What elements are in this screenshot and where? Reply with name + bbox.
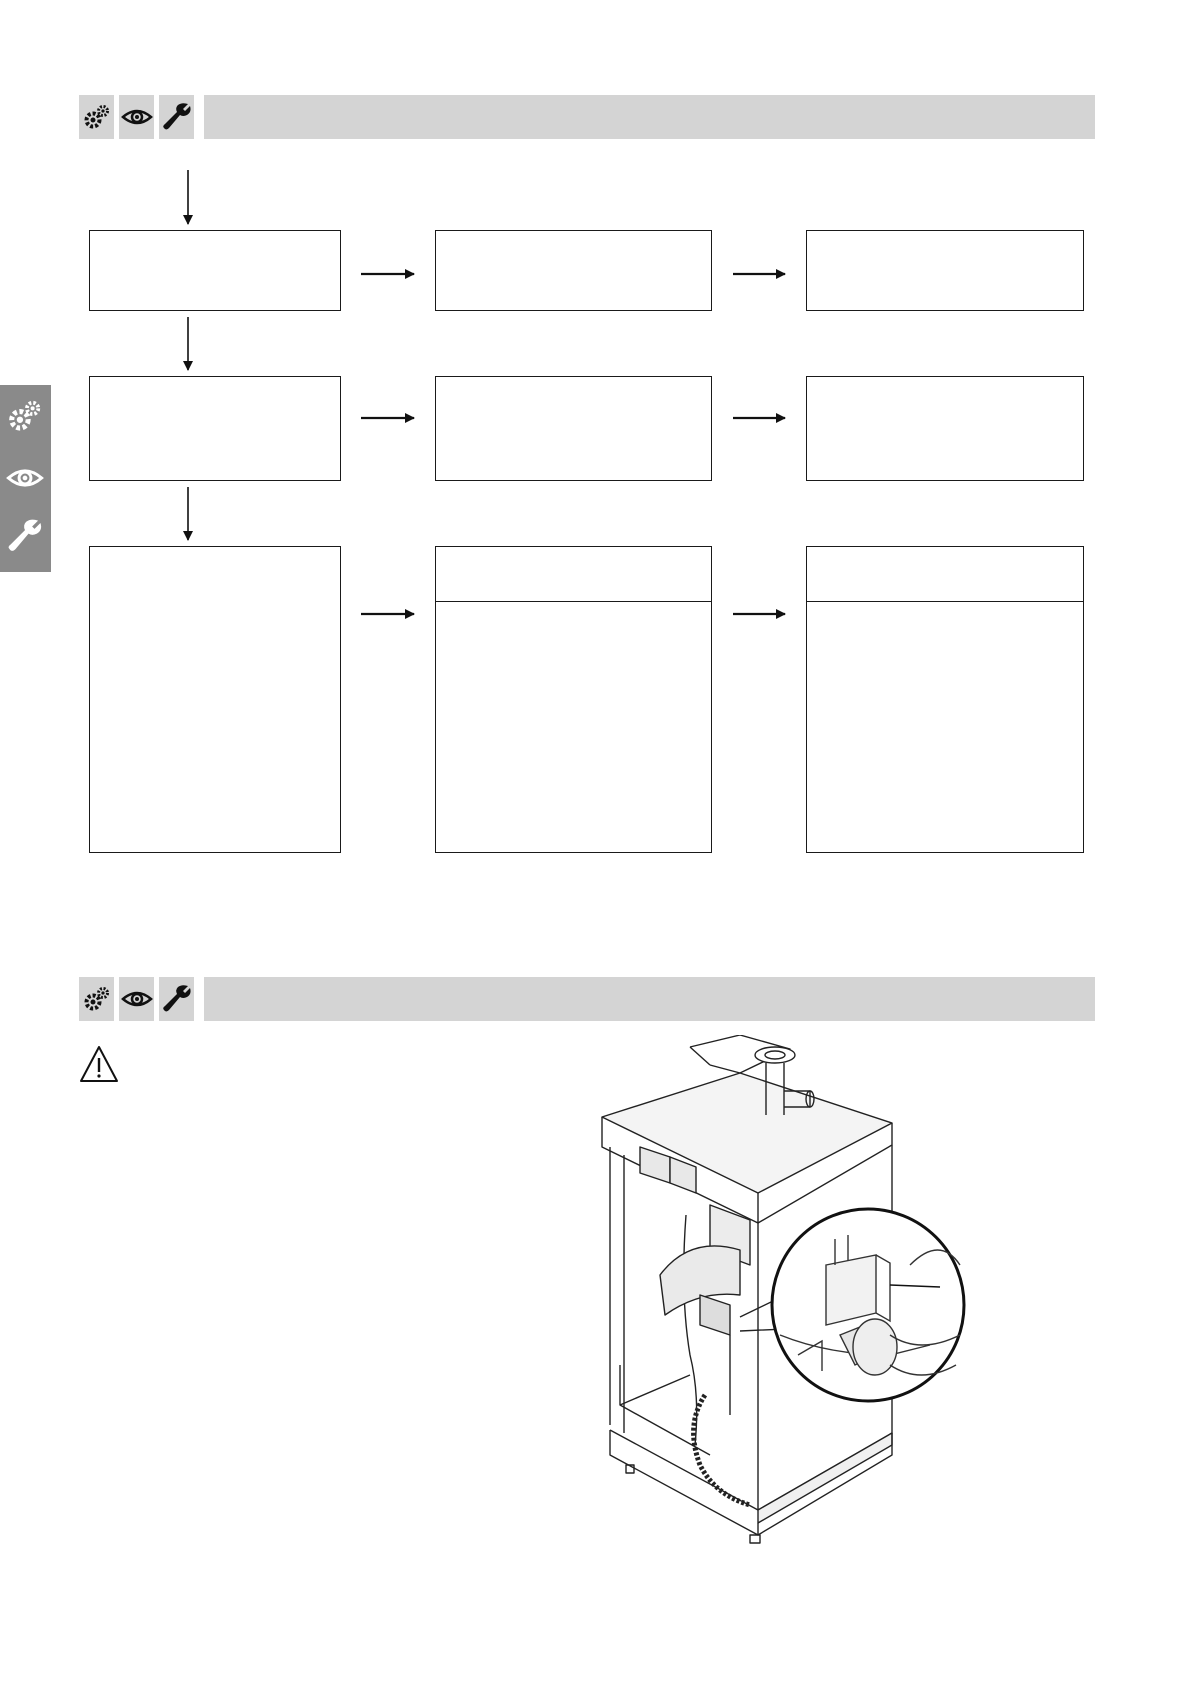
wrench-icon <box>159 977 194 1021</box>
eye-icon <box>119 977 154 1021</box>
section-header-bar <box>204 977 1095 1021</box>
boiler-gas-valve-illustration <box>590 1035 1030 1555</box>
warning-triangle-icon <box>79 1045 119 1083</box>
settings-gears-icon <box>79 977 114 1021</box>
section-header-2 <box>79 977 1095 1021</box>
